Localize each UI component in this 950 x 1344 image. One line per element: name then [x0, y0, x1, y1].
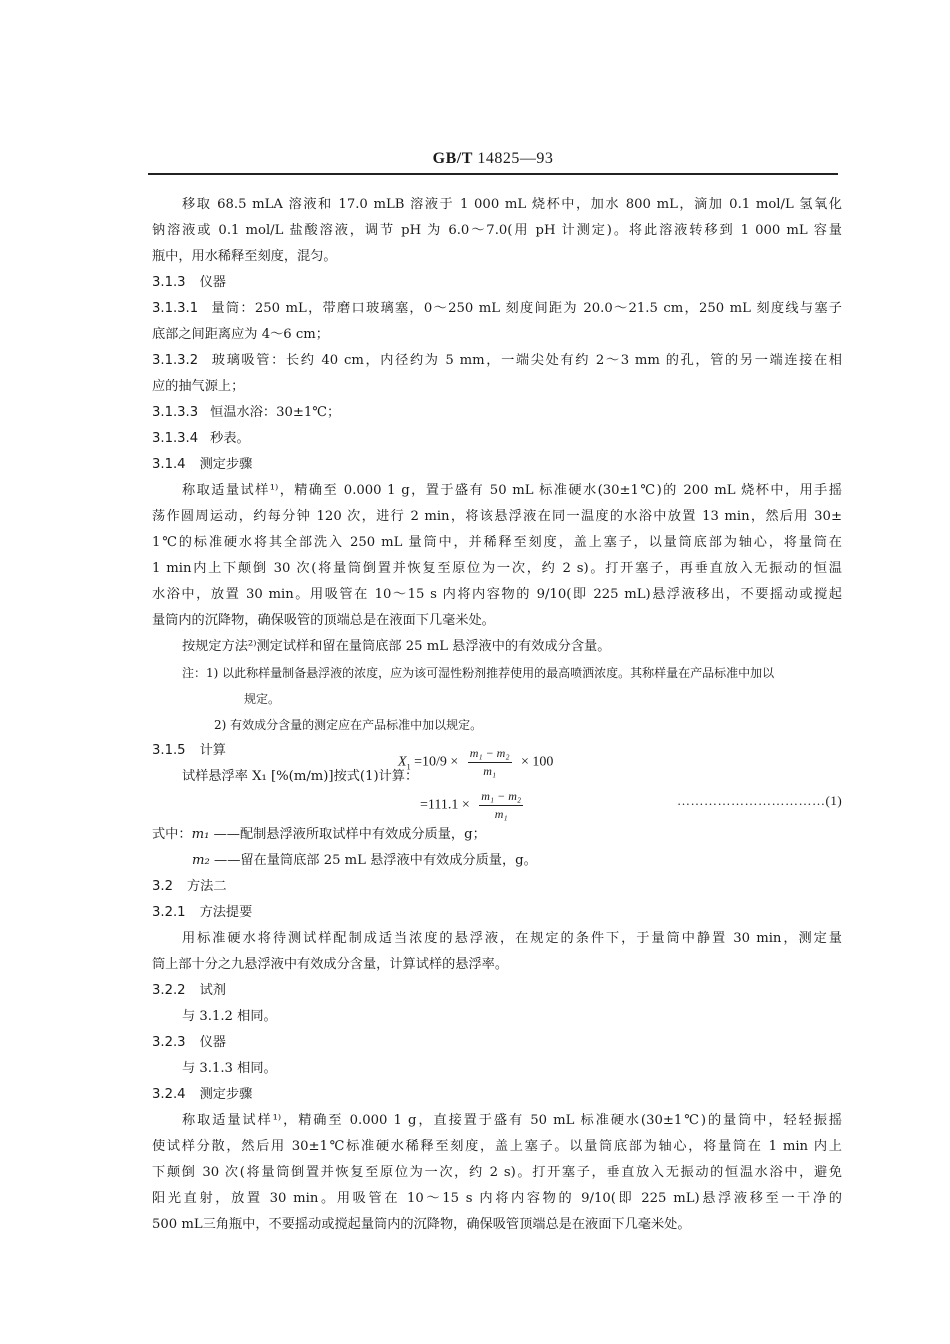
fraction-denominator: m₁ [483, 764, 497, 778]
instrument-text: 与 3.1.3 相同。 [182, 1061, 277, 1076]
section-3-2-3 [152, 1030, 842, 1056]
section-3-1-3-3 [152, 400, 842, 426]
formula-fraction-1 [468, 746, 512, 779]
note-2: 2) 有效成分含量的测定应在产品标准中加以规定。 [214, 718, 483, 732]
section-text: 恒温水浴：30±1℃； [210, 405, 341, 420]
where-var-2 [152, 848, 842, 874]
section-number: 3.1.3.3 [152, 405, 199, 420]
section-number: 3.1.3 [152, 275, 186, 290]
note-1-line-1 [152, 660, 842, 686]
fraction-denominator: m₁ [494, 807, 508, 821]
formula-line1-prefix: =10/9 × [414, 754, 459, 770]
section-number: 3.2 [152, 879, 173, 894]
section-title: 方法二 [186, 879, 227, 894]
calc-intro: 试样悬浮率 X₁ [%(m/m)]按式(1)计算： [182, 769, 419, 784]
formula-line-2 [420, 789, 529, 822]
section-number: 3.2.1 [152, 905, 186, 920]
reagent-text: 与 3.1.2 相同。 [182, 1009, 277, 1024]
section-number: 3.1.4 [152, 457, 186, 472]
section-number: 3.2.3 [152, 1035, 186, 1050]
section-title: 计算 [199, 743, 226, 758]
where-label: 式中： [152, 827, 192, 842]
where-var-1 [152, 822, 842, 848]
section-3-1-3-2-line-1 [152, 348, 842, 374]
section-3-2-4 [152, 1082, 842, 1108]
intro-line-3: 瓶中，用水稀释至刻度，混匀。 [152, 249, 337, 264]
procedure-line-3: 1℃的标准硬水将其全部洗入 250 mL 量筒中，并稀释至刻度，盖上塞子，以量筒底部为轴心，将量筒在 [152, 535, 842, 550]
var-symbol: m₁ [191, 827, 210, 842]
formula-lhs: X [398, 754, 407, 770]
note-text: 1) 以此称样量制备悬浮液的浓度，应为该可湿性粉剂推荐使用的最高喷洒浓度。其称样量在产品标准中加以 [206, 666, 775, 680]
section-number: 3.1.3.1 [152, 301, 199, 316]
procedure-after: 按规定方法²⁾测定试样和留在量筒底部 25 mL 悬浮液中的有效成分含量。 [182, 639, 611, 654]
var-symbol: m₂ [192, 853, 210, 868]
intro-line-1: 移取 68.5 mLA 溶液和 17.0 mLB 溶液于 1 000 mL 烧杯中，加水 800 mL，滴加 0.1 mol/L 氢氧化 [182, 197, 842, 212]
formula-line-1 [398, 746, 553, 779]
section-3-1-3-1-line-1 [152, 296, 842, 322]
summary-line-2: 筒上部十分之九悬浮液中有效成分含量，计算试样的悬浮率。 [152, 957, 509, 972]
fraction-numerator: m₁ − m₂ [468, 746, 512, 763]
procedure2-line-3: 下颠倒 30 次(将量筒倒置并恢复至原位为一次，约 2 s)。打开塞子，垂直放入无振动的恒温水浴中，避免 [152, 1165, 842, 1180]
intro-line-2: 钠溶液或 0.1 mol/L 盐酸溶液，调节 pH 为 6.0～7.0(用 pH 计测定)。将此溶液转移到 1 000 mL 容量 [152, 223, 842, 238]
section-text: 秒表。 [210, 431, 250, 446]
section-title: 测定步骤 [199, 457, 253, 472]
equation-number: ……………………………(1) [677, 793, 843, 808]
section-number: 3.1.3.2 [152, 353, 199, 368]
procedure-line-5: 水浴中，放置 30 min。用吸管在 10～15 s 内将内容物的 9/10(即 225 mL)悬浮液移出，不要摇动或搅起 [152, 587, 842, 602]
procedure-line-2: 荡作圆周运动，约每分钟 120 次，进行 2 min，将该悬浮液在同一温度的水浴中放置 13 min，然后用 30± [152, 509, 842, 524]
procedure2-line-1: 称取适量试样¹⁾，精确至 0.000 1 g，直接置于盛有 50 mL 标准硬水(30±1℃)的量筒中，轻轻振摇 [182, 1113, 842, 1128]
section-3-1-3-4 [152, 426, 842, 452]
formula-fraction-2 [479, 789, 523, 822]
section-title: 试剂 [199, 983, 226, 998]
formula-line2-prefix: =111.1 × [420, 797, 470, 813]
procedure2-line-5: 500 mL三角瓶中，不要摇动或搅起量筒内的沉降物，确保吸管顶端总是在液面下几毫米处。 [152, 1217, 691, 1232]
procedure2-line-2: 使试样分散，然后用 30±1℃标准硬水稀释至刻度，盖上塞子。以量筒底部为轴心，将量筒在 1 min 内上 [152, 1139, 842, 1154]
note-1-line-2: 规定。 [244, 692, 281, 706]
procedure2-line-4: 阳光直射，放置 30 min。用吸管在 10～15 s 内将内容物的 9/10(即 225 mL)悬浮液移至一干净的 [152, 1191, 842, 1206]
section-text: 玻璃吸管：长约 40 cm，内径约为 5 mm，一端尖处有约 2～3 mm 的孔，管的另一端连接在相 [210, 353, 842, 368]
section-title: 方法提要 [199, 905, 253, 920]
section-3-1-3-2-line-2: 应的抽气源上； [152, 379, 245, 394]
standard-header [148, 150, 838, 168]
section-number: 3.2.2 [152, 983, 186, 998]
procedure-line-1: 称取适量试样¹⁾，精确至 0.000 1 g，置于盛有 50 mL 标准硬水(30±1℃)的 200 mL 烧杯中，用手摇 [182, 483, 842, 498]
formula-lhs-sub: 1 [406, 762, 411, 772]
summary-line-1: 用标准硬水将待测试样配制成适当浓度的悬浮液，在规定的条件下，于量筒中静置 30 min，测定量 [182, 931, 842, 946]
standard-prefix: GB/T [432, 150, 473, 167]
procedure-line-4: 1 min内上下颠倒 30 次(将量筒倒置并恢复至原位为一次，约 2 s)。打开塞子，再垂直放入无振动的恒温 [152, 561, 842, 576]
section-title: 仪器 [199, 1035, 226, 1050]
section-number: 3.1.5 [152, 743, 186, 758]
section-number: 3.1.3.4 [152, 431, 199, 446]
body-lower [152, 822, 842, 1238]
note-label: 注： [182, 666, 207, 680]
formula-line1-suffix: × 100 [521, 754, 554, 770]
section-text: 量筒：250 mL，带磨口玻璃塞，0～250 mL 刻度间距为 20.0～21.5 cm，250 mL 刻度线与塞子 [210, 301, 842, 316]
standard-number: 14825—93 [477, 150, 554, 167]
section-3-2-1 [152, 900, 842, 926]
section-3-2 [152, 874, 842, 900]
section-3-1-3 [152, 270, 842, 296]
var-desc: ——配制悬浮液所取试样中有效成分质量，g； [213, 827, 486, 842]
fraction-numerator: m₁ − m₂ [479, 789, 523, 806]
section-3-1-4 [152, 452, 842, 478]
procedure-line-6: 量筒内的沉降物，确保吸管的顶端总是在液面下几毫米处。 [152, 613, 495, 628]
section-number: 3.2.4 [152, 1087, 186, 1102]
header-rule [148, 173, 838, 175]
section-3-2-2 [152, 978, 842, 1004]
body-upper [152, 192, 842, 790]
section-3-1-3-1-line-2: 底部之间距离应为 4～6 cm； [152, 327, 329, 342]
section-title: 测定步骤 [199, 1087, 253, 1102]
section-title: 仪器 [199, 275, 226, 290]
var-desc: ——留在量筒底部 25 mL 悬浮液中有效成分质量，g。 [214, 853, 537, 868]
